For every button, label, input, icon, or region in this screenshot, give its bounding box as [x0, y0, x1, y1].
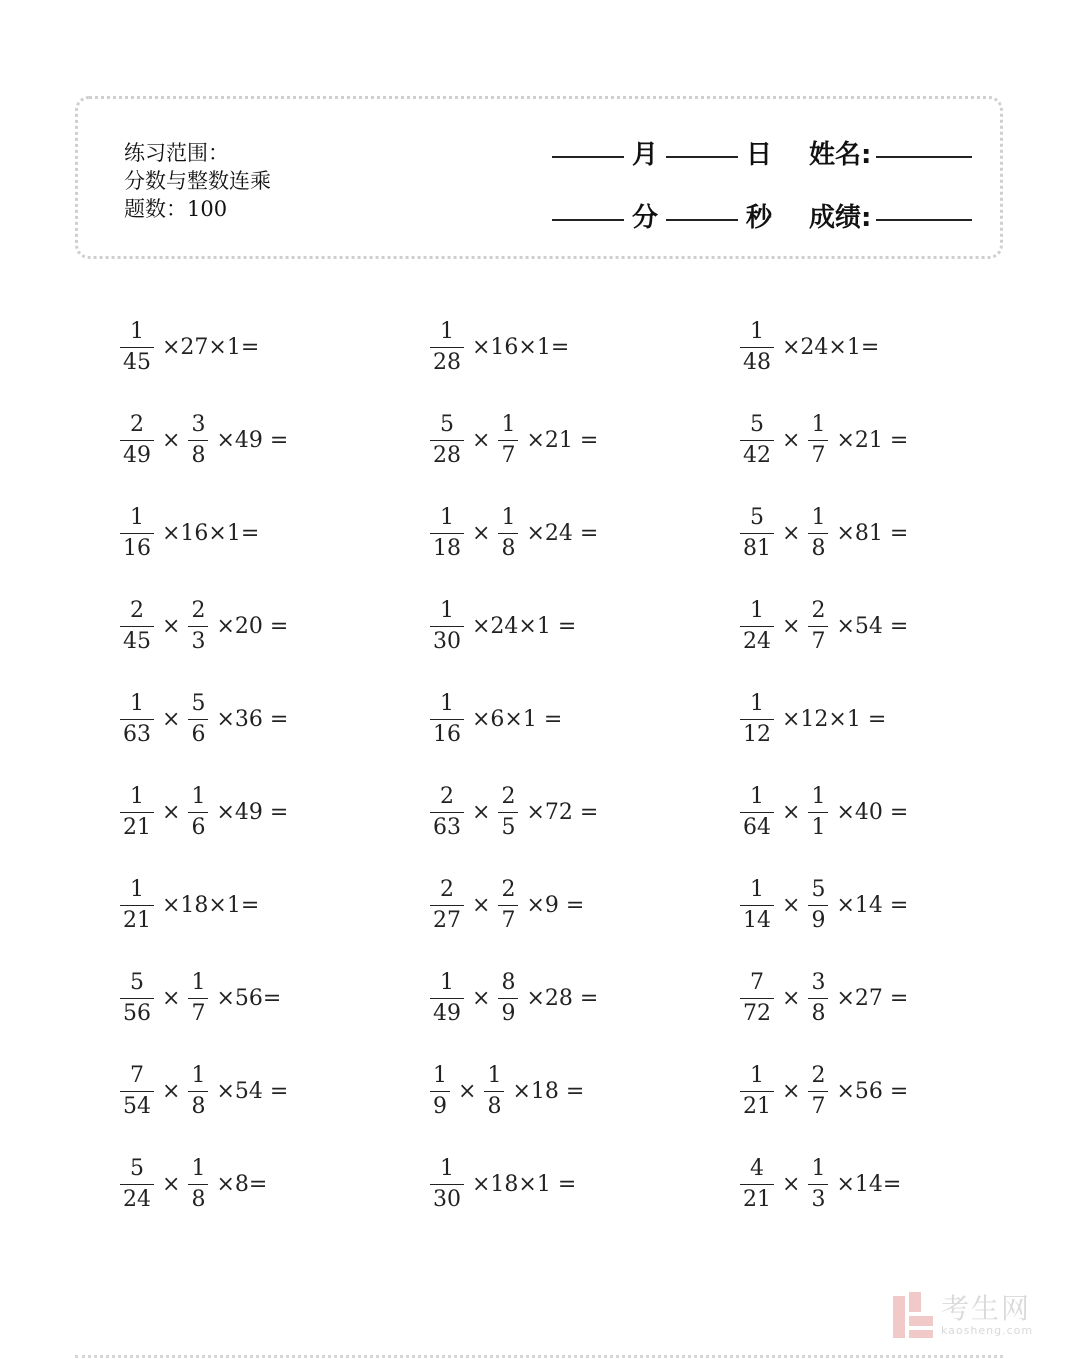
times-sign: × [782, 892, 801, 918]
numerator: 1 [191, 969, 206, 995]
problem-item [428, 777, 598, 847]
fraction [120, 1062, 154, 1119]
denominator: 27 [430, 905, 464, 932]
fraction [430, 504, 464, 561]
numerator: 8 [501, 969, 516, 995]
numerator: 2 [191, 597, 206, 623]
denominator: 21 [120, 812, 154, 839]
denominator: 7 [498, 905, 518, 932]
numerator: 2 [440, 783, 454, 809]
fraction [188, 783, 208, 840]
numerator: 2 [130, 597, 144, 623]
denominator: 6 [188, 719, 208, 746]
numerator: 1 [811, 1155, 826, 1181]
numerator: 5 [750, 411, 764, 437]
numerator: 1 [130, 876, 144, 902]
problem-rest: ×72 = [526, 799, 599, 825]
problem-item [738, 405, 908, 475]
denominator: 8 [484, 1091, 504, 1118]
numerator: 1 [811, 411, 826, 437]
fraction [808, 1062, 828, 1119]
problem-rest: ×24×1 = [472, 613, 577, 639]
problem-item [738, 1149, 901, 1219]
problem-item [428, 312, 569, 382]
range-value: 分数与整数连乘 [124, 169, 271, 193]
fraction [430, 318, 464, 375]
denominator: 81 [740, 533, 774, 560]
name-label: 姓名: [809, 140, 872, 170]
fraction [740, 783, 774, 840]
numerator: 1 [811, 783, 826, 809]
fraction [740, 1062, 774, 1119]
month-label: 月 [632, 140, 659, 170]
fraction [808, 876, 828, 933]
times-sign: × [782, 427, 801, 453]
fraction [120, 690, 154, 747]
problem-rest: ×54 = [836, 613, 909, 639]
problem-item [118, 1056, 288, 1126]
denominator: 3 [808, 1184, 828, 1211]
problem-item [118, 963, 281, 1033]
watermark-url: kaosheng.com [941, 1323, 1034, 1337]
numerator: 1 [130, 783, 144, 809]
problem-rest: ×18×1= [162, 892, 260, 918]
denominator: 5 [498, 812, 518, 839]
problem-rest: ×14= [836, 1171, 902, 1197]
fraction [740, 597, 774, 654]
numerator: 1 [130, 318, 144, 344]
fraction [120, 318, 154, 375]
denominator: 16 [430, 719, 464, 746]
fraction [188, 690, 208, 747]
fraction [740, 1155, 774, 1212]
problem-item [118, 591, 288, 661]
problem-item [428, 498, 598, 568]
problem-item [428, 963, 598, 1033]
times-sign: × [162, 1171, 181, 1197]
exercise-info [124, 139, 271, 223]
fraction [430, 1155, 464, 1212]
times-sign: × [782, 985, 801, 1011]
denominator: 45 [120, 347, 154, 374]
denominator: 63 [120, 719, 154, 746]
problem-item [118, 777, 288, 847]
problem-item [118, 870, 259, 940]
denominator: 7 [808, 626, 828, 653]
numerator: 1 [440, 690, 454, 716]
fraction [430, 690, 464, 747]
numerator: 1 [191, 783, 206, 809]
month-blank[interactable] [552, 156, 624, 158]
problem-rest: ×18×1 = [472, 1171, 577, 1197]
fraction [740, 969, 774, 1026]
numerator: 5 [811, 876, 826, 902]
numerator: 2 [811, 1062, 826, 1088]
numerator: 1 [191, 1062, 206, 1088]
fraction [430, 783, 464, 840]
problem-rest: ×9 = [526, 892, 585, 918]
denominator: 72 [740, 998, 774, 1025]
problem-rest: ×21 = [836, 427, 909, 453]
denominator: 16 [120, 533, 154, 560]
denominator: 7 [808, 440, 828, 467]
denominator: 28 [430, 440, 464, 467]
fraction [740, 504, 774, 561]
fraction [188, 411, 208, 468]
numerator: 1 [440, 969, 454, 995]
numerator: 1 [750, 690, 764, 716]
problem-item [738, 777, 908, 847]
range-label: 练习范围： [124, 141, 229, 165]
numerator: 1 [750, 783, 764, 809]
problem-rest: ×21 = [526, 427, 599, 453]
fraction [430, 597, 464, 654]
numerator: 1 [750, 1062, 764, 1088]
day-blank[interactable] [666, 156, 738, 158]
denominator: 18 [430, 533, 464, 560]
problem-rest: ×27×1= [162, 334, 260, 360]
denominator: 7 [498, 440, 518, 467]
times-sign: × [162, 427, 181, 453]
problem-rest: ×54 = [216, 1078, 289, 1104]
numerator: 1 [440, 1155, 454, 1181]
problem-rest: ×36 = [216, 706, 289, 732]
problem-item [738, 591, 908, 661]
fraction [498, 411, 518, 468]
problem-item [738, 312, 879, 382]
problem-rest: ×16×1= [472, 334, 570, 360]
numerator: 3 [191, 411, 206, 437]
numerator: 1 [501, 411, 516, 437]
problem-item [428, 591, 576, 661]
denominator: 7 [188, 998, 208, 1025]
times-sign: × [162, 1078, 181, 1104]
times-sign: × [782, 613, 801, 639]
fraction [740, 876, 774, 933]
times-sign: × [472, 427, 491, 453]
problem-rest: ×27 = [836, 985, 909, 1011]
numerator: 2 [130, 411, 144, 437]
problem-rest: ×6×1 = [472, 706, 563, 732]
denominator: 21 [740, 1184, 774, 1211]
numerator: 1 [487, 1062, 502, 1088]
numerator: 7 [750, 969, 764, 995]
denominator: 64 [740, 812, 774, 839]
problem-item [428, 1056, 584, 1126]
fraction [188, 1062, 208, 1119]
fraction [188, 969, 208, 1026]
watermark [893, 1292, 1033, 1338]
second-blank[interactable] [666, 219, 738, 221]
numerator: 1 [440, 504, 454, 530]
fraction [498, 504, 518, 561]
numerator: 5 [440, 411, 454, 437]
problem-rest: ×24 = [526, 520, 599, 546]
denominator: 6 [188, 812, 208, 839]
denominator: 8 [808, 533, 828, 560]
denominator: 56 [120, 998, 154, 1025]
problem-item [118, 1149, 267, 1219]
fraction [120, 597, 154, 654]
times-sign: × [162, 706, 181, 732]
denominator: 45 [120, 626, 154, 653]
minute-label: 分 [632, 203, 659, 233]
fraction [430, 1062, 450, 1119]
fraction [740, 411, 774, 468]
times-sign: × [162, 613, 181, 639]
numerator: 1 [440, 318, 454, 344]
times-sign: × [472, 892, 491, 918]
problem-rest: ×49 = [216, 427, 289, 453]
numerator: 1 [750, 318, 764, 344]
times-sign: × [782, 520, 801, 546]
watermark-logo-icon [893, 1292, 933, 1338]
problem-item [738, 1056, 908, 1126]
problem-item [428, 870, 584, 940]
problem-rest: ×49 = [216, 799, 289, 825]
denominator: 24 [120, 1184, 154, 1211]
problem-item [738, 498, 908, 568]
fraction [120, 969, 154, 1026]
numerator: 2 [811, 597, 826, 623]
denominator: 14 [740, 905, 774, 932]
second-label: 秒 [746, 203, 773, 233]
times-sign: × [162, 985, 181, 1011]
denominator: 21 [740, 1091, 774, 1118]
problem-rest: ×16×1= [162, 520, 260, 546]
fraction [188, 597, 208, 654]
numerator: 1 [811, 504, 826, 530]
denominator: 28 [430, 347, 464, 374]
numerator: 2 [440, 876, 454, 902]
problem-item [738, 870, 908, 940]
problem-item [738, 684, 886, 754]
denominator: 3 [188, 626, 208, 653]
score-blank[interactable] [876, 219, 972, 221]
problem-rest: ×20 = [216, 613, 289, 639]
problem-item [118, 684, 288, 754]
numerator: 2 [501, 783, 516, 809]
fraction [430, 411, 464, 468]
day-label: 日 [746, 140, 773, 170]
denominator: 8 [808, 998, 828, 1025]
numerator: 1 [501, 504, 516, 530]
problem-item [738, 963, 908, 1033]
denominator: 12 [740, 719, 774, 746]
fraction [120, 783, 154, 840]
problem-item [118, 312, 259, 382]
problem-rest: ×14 = [836, 892, 909, 918]
problem-rest: ×81 = [836, 520, 909, 546]
problem-rest: ×24×1= [782, 334, 880, 360]
numerator: 2 [501, 876, 516, 902]
denominator: 21 [120, 905, 154, 932]
count-value: 100 [187, 197, 228, 221]
fraction [808, 783, 828, 840]
numerator: 5 [191, 690, 206, 716]
fraction [120, 411, 154, 468]
fraction [188, 1155, 208, 1212]
times-sign: × [472, 799, 491, 825]
fraction [430, 969, 464, 1026]
score-label: 成绩: [809, 203, 872, 233]
denominator: 1 [808, 812, 828, 839]
numerator: 1 [130, 690, 144, 716]
numerator: 1 [433, 1062, 447, 1088]
denominator: 7 [808, 1091, 828, 1118]
denominator: 9 [808, 905, 828, 932]
problem-item [118, 405, 288, 475]
minute-blank[interactable] [552, 219, 624, 221]
numerator: 7 [130, 1062, 144, 1088]
numerator: 1 [440, 597, 454, 623]
denominator: 49 [430, 998, 464, 1025]
fraction [808, 969, 828, 1026]
fraction [498, 969, 518, 1026]
times-sign: × [782, 1078, 801, 1104]
times-sign: × [782, 1171, 801, 1197]
fraction [808, 597, 828, 654]
fraction [740, 318, 774, 375]
times-sign: × [782, 799, 801, 825]
denominator: 30 [430, 626, 464, 653]
problem-rest: ×8= [216, 1171, 268, 1197]
numerator: 5 [130, 969, 144, 995]
problem-item [428, 1149, 576, 1219]
fraction [498, 876, 518, 933]
fraction [808, 411, 828, 468]
denominator: 54 [120, 1091, 154, 1118]
numerator: 5 [750, 504, 764, 530]
times-sign: × [458, 1078, 477, 1104]
denominator: 63 [430, 812, 464, 839]
problem-item [428, 684, 562, 754]
denominator: 9 [498, 998, 518, 1025]
denominator: 24 [740, 626, 774, 653]
problem-rest: ×28 = [526, 985, 599, 1011]
fraction [484, 1062, 504, 1119]
denominator: 48 [740, 347, 774, 374]
times-sign: × [162, 799, 181, 825]
fraction [740, 690, 774, 747]
denominator: 9 [430, 1091, 450, 1118]
numerator: 1 [191, 1155, 206, 1181]
denominator: 8 [188, 1184, 208, 1211]
denominator: 49 [120, 440, 154, 467]
times-sign: × [472, 520, 491, 546]
fraction [808, 1155, 828, 1212]
problem-rest: ×18 = [512, 1078, 585, 1104]
numerator: 1 [750, 876, 764, 902]
numerator: 1 [130, 504, 144, 530]
denominator: 8 [498, 533, 518, 560]
denominator: 42 [740, 440, 774, 467]
numerator: 4 [750, 1155, 764, 1181]
count-line [124, 195, 271, 223]
watermark-text: 考生网 [941, 1291, 1032, 1325]
denominator: 8 [188, 440, 208, 467]
header-box [75, 96, 1003, 259]
problem-item [118, 498, 259, 568]
bottom-divider [75, 1355, 1003, 1358]
problem-rest: ×56= [216, 985, 282, 1011]
fraction [120, 504, 154, 561]
fraction [120, 1155, 154, 1212]
times-sign: × [472, 985, 491, 1011]
fraction [430, 876, 464, 933]
problem-rest: ×12×1 = [782, 706, 887, 732]
denominator: 30 [430, 1184, 464, 1211]
numerator: 1 [750, 597, 764, 623]
numerator: 5 [130, 1155, 144, 1181]
fraction [120, 876, 154, 933]
fraction [498, 783, 518, 840]
problem-rest: ×40 = [836, 799, 909, 825]
numerator: 3 [811, 969, 826, 995]
denominator: 8 [188, 1091, 208, 1118]
count-label: 题数： [124, 197, 187, 221]
fraction [808, 504, 828, 561]
problem-item [428, 405, 598, 475]
problem-rest: ×56 = [836, 1078, 909, 1104]
name-blank[interactable] [876, 156, 972, 158]
